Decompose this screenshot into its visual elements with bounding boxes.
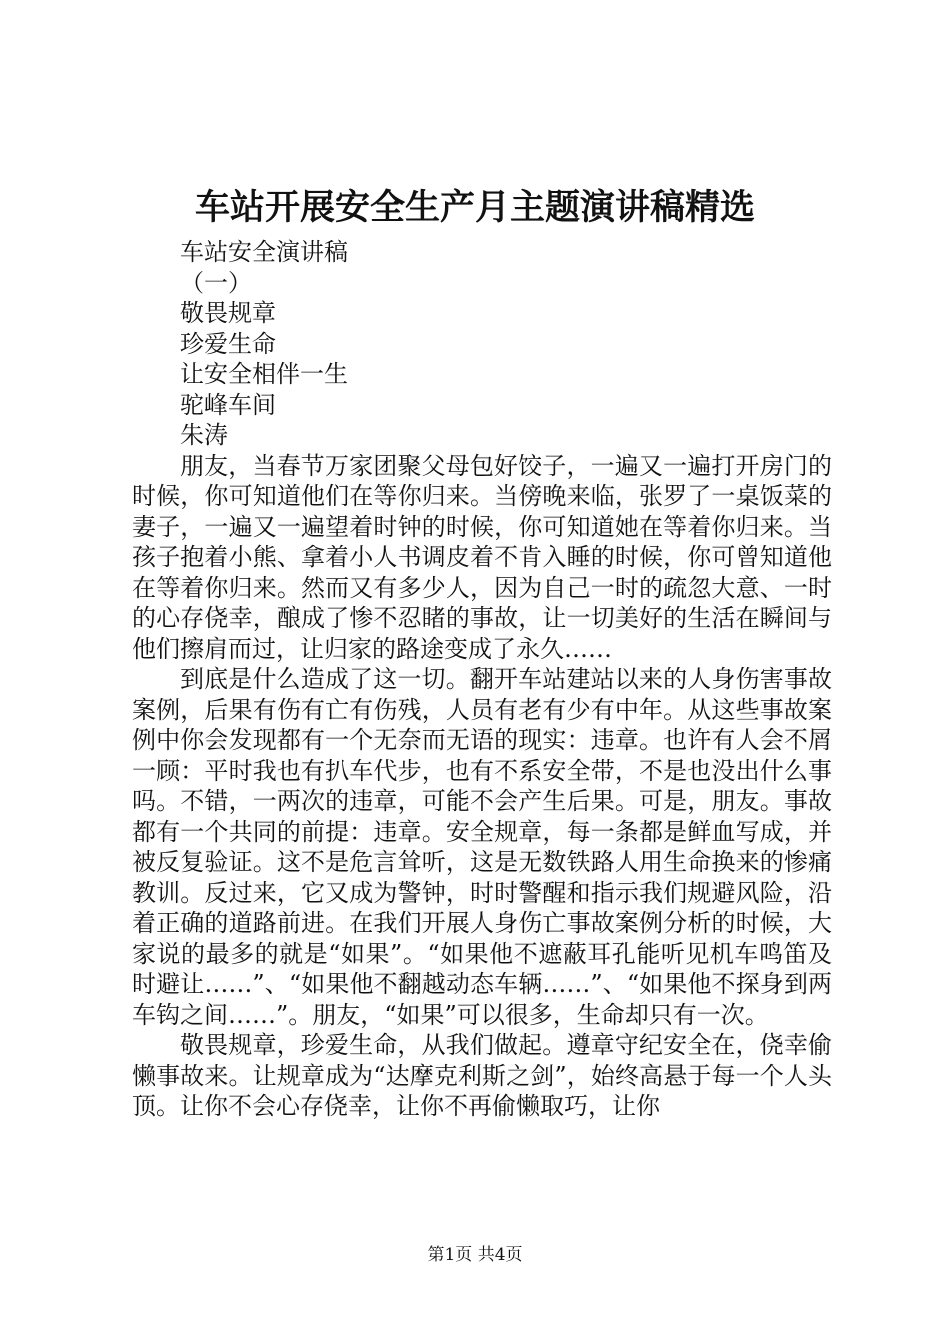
header-line-section-number: （一） (180, 268, 252, 297)
header-line-speech-title: 车站安全演讲稿 (180, 238, 348, 266)
header-line-theme-1: 敬畏规章 (180, 299, 276, 327)
header-line-workshop: 驼峰车间 (180, 390, 276, 419)
body-paragraph-2: 到底是什么造成了这一切。翻开车站建站以来的人身伤害事故案例，后果有伤有亡有伤残，人员有老有少有中年。从这些事故案例中你会发现都有一个无奈而无语的现实：违章。也许有人会不屑一顾：平时我也有扒车代步，也有不系安全带，不是也没出什么事吗。不错，一两次的违章，可能不会产生后果。可是，朋友。事故都有一个共同的前提：违章。安全规章，每一条都是鲜血写成，并被反复验证。这不是危言耸听，这是无数铁路人用生命换来的惨痛教训。反过来，它又成为警钟，时时警醒和指示我们规避风险，沿着正确的道路前进。在我们开展人身伤亡事故案例分析的时候，大家说的最多的就是“如果”。“如果他不遮蔽耳孔能听见机车鸣笛及时避让……”、“如果他不翻越动态车辆……”、“如果他不探身到两车钩之间……”。朋友，“如果”可以很多，生命却只有一次。 (132, 665, 832, 1029)
document-body (132, 237, 832, 1122)
header-line-theme-2: 珍爱生命 (180, 329, 276, 358)
header-line-author: 朱涛 (180, 421, 228, 449)
body-paragraph-1: 朋友，当春节万家团聚父母包好饺子，一遍又一遍打开房门的时候，你可知道他们在等你归来。当傍晚来临，张罗了一桌饭菜的妻子，一遍又一遍望着时钟的时候，你可知道她在等着你归来。当孩子抱着小熊、拿着小人书调皮着不肯入睡的时候，你可曾知道他在等着你归来。然而又有多少人，因为自己一时的疏忽大意、一时的心存侥幸，酿成了惨不忍睹的事故，让一切美好的生活在瞬间与他们擦肩而过，让归家的路途变成了永久…… (132, 451, 832, 663)
document-title: 车站开展安全生产月主题演讲稿精选 (194, 187, 755, 228)
page-footer: 第1页 共4页 (427, 1245, 523, 1265)
body-paragraph-3: 敬畏规章，珍爱生命，从我们做起。遵章守纪安全在，侥幸偷懒事故来。让规章成为“达摩克利斯之剑”，始终高悬于每一个人头顶。让你不会心存侥幸，让你不再偷懒取巧，让你 (132, 1031, 832, 1120)
header-line-theme-3: 让安全相伴一生 (180, 360, 348, 388)
